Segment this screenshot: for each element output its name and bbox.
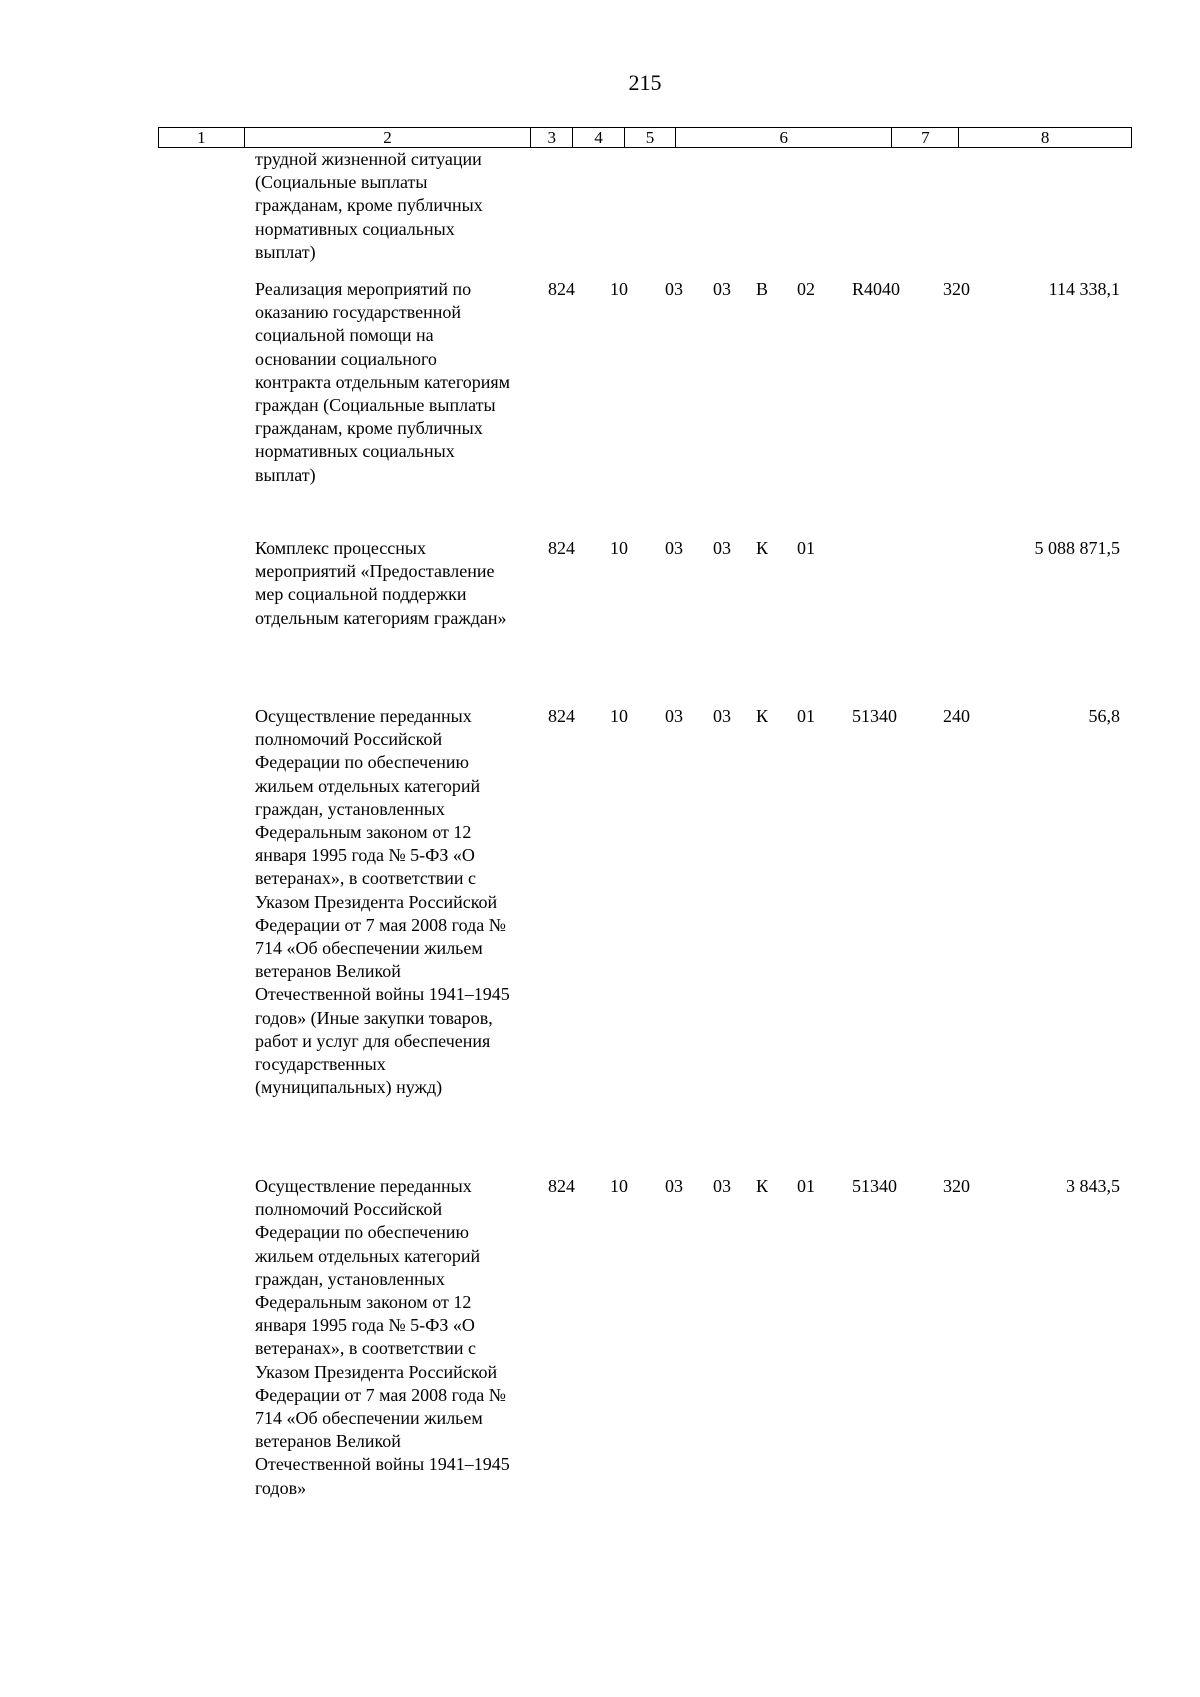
header-cell: 2 [245, 128, 531, 147]
cell-sum: 5 088 871,5 [1034, 538, 1120, 558]
table-row [0, 705, 1200, 1175]
cell-pr: 03 [665, 538, 683, 558]
header-cell: 6 [676, 128, 893, 147]
cell-cs2: К [756, 1176, 769, 1196]
table-body [0, 148, 1200, 1545]
cell-cs3: 01 [797, 538, 815, 558]
cell-gl: 824 [548, 1176, 575, 1196]
cell-gl: 824 [548, 538, 575, 558]
cell-rz: 10 [610, 706, 628, 726]
header-cell: 5 [625, 128, 676, 147]
cell-gl: 824 [548, 279, 575, 299]
row-description: Комплекс процессных мероприятий «Предоставление мер социальной поддержки отдельным категориям граждан» [255, 538, 507, 628]
cell-sum: 3 843,5 [1066, 1176, 1120, 1196]
row-description: Осуществление переданных полномочий Российской Федерации по обеспечению жильем отдельных категорий граждан, установленных Федеральным законом от 12 января 1995 года № 5-ФЗ «О ветеранах», в соответствии с Указом Президента Российской Федерации от 7 мая 2008 года № 714 «Об обеспечении жильем ветеранов Великой Отечественной войны 1941–1945 годов» (Иные закупки товаров, работ и услуг для обеспечения государственных (муниципальных) нужд) [255, 706, 510, 1098]
header-cell: 8 [1040, 128, 1050, 147]
header-cell: 4 [573, 128, 625, 147]
header-cell: 1 [159, 128, 245, 147]
table-row [0, 537, 1200, 705]
cell-cs1: 03 [713, 538, 731, 558]
cell-rz: 10 [610, 538, 628, 558]
cell-cs4: 51340 [852, 1176, 897, 1196]
cell-pr: 03 [665, 1176, 683, 1196]
cell-sum: 56,8 [1088, 706, 1120, 726]
cell-cs3: 02 [797, 279, 815, 299]
table-row [0, 148, 1200, 278]
cell-cs2: К [756, 538, 769, 558]
cell-cs2: В [756, 279, 769, 299]
cell-vr: 240 [943, 706, 970, 726]
cell-cs3: 01 [797, 706, 815, 726]
cell-cs4: R4040 [852, 279, 901, 299]
cell-pr: 03 [665, 279, 683, 299]
row-description: Реализация мероприятий по оказанию государственной социальной помощи на основании социального контракта отдельным категориям граждан (Социальные выплаты гражданам, кроме публичных нормативных социальных выплат) [255, 279, 511, 485]
cell-cs1: 03 [713, 1176, 731, 1196]
cell-cs2: К [756, 706, 769, 726]
header-cell: 7 [892, 128, 959, 147]
page-number: 215 [628, 70, 662, 95]
row-description: трудной жизненной ситуации (Социальные выплаты гражданам, кроме публичных нормативных социальных выплат) [255, 149, 483, 262]
table-row [0, 1175, 1200, 1545]
cell-vr: 320 [943, 1176, 970, 1196]
cell-gl: 824 [548, 706, 575, 726]
row-description: Осуществление переданных полномочий Российской Федерации по обеспечению жильем отдельных категорий граждан, установленных Федеральным законом от 12 января 1995 года № 5-ФЗ «О ветеранах», в соответствии с Указом Президента Российской Федерации от 7 мая 2008 года № 714 «Об обеспечении жильем ветеранов Великой Отечественной войны 1941–1945 годов» [255, 1176, 510, 1498]
cell-cs3: 01 [797, 1176, 815, 1196]
table-header-row [158, 127, 1132, 148]
cell-rz: 10 [610, 1176, 628, 1196]
table-row [0, 278, 1200, 537]
cell-pr: 03 [665, 706, 683, 726]
cell-cs4: 51340 [852, 706, 897, 726]
header-cell: 3 [531, 128, 573, 147]
cell-sum: 114 338,1 [1048, 279, 1120, 299]
cell-rz: 10 [610, 279, 628, 299]
cell-vr: 320 [943, 279, 970, 299]
cell-cs1: 03 [713, 279, 731, 299]
cell-cs1: 03 [713, 706, 731, 726]
